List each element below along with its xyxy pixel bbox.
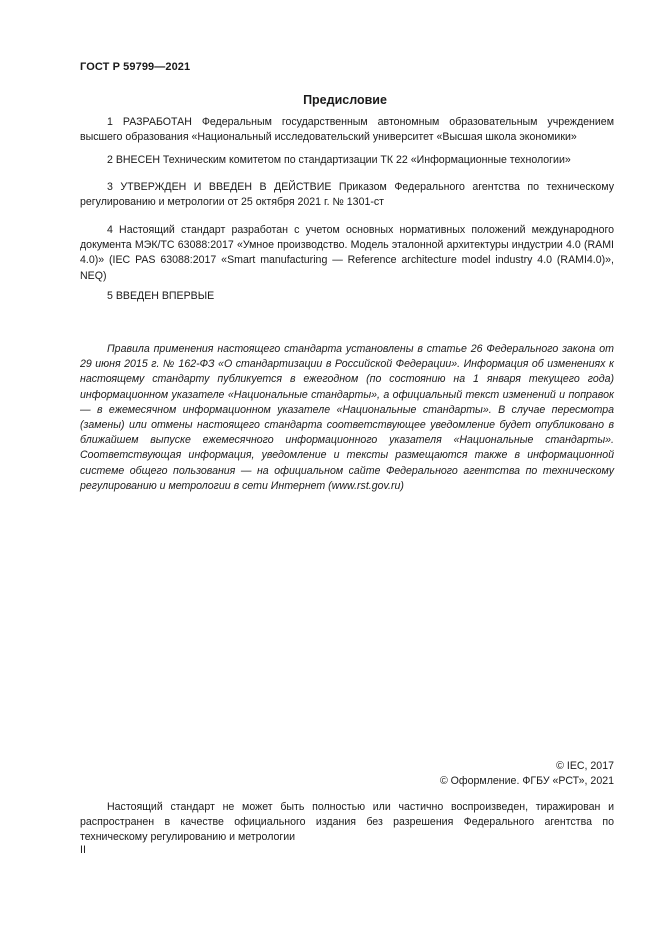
copyright-block [440,759,614,789]
reproduction-notice-text: Настоящий стандарт не может быть полностью или частично воспроизведен, тиражирован и распространен в качестве официального издания без разрешения Федерального агентства по техническому регулированию и метрологии [80,801,614,844]
rules-note [80,342,614,494]
foreword-item-3-text: 3 УТВЕРЖДЕН И ВВЕДЕН В ДЕЙСТВИЕ Приказом Федерального агентства по техническому регулированию и метрологии от 25 октября 2021 г. № 1301-ст [80,181,614,209]
page-title: Предисловие [303,93,387,107]
standard-code: ГОСТ Р 59799—2021 [80,61,191,73]
reproduction-notice [80,800,614,846]
rules-note-text: Правила применения настоящего стандарта установлены в статье 26 Федерального закона от 29 июня 2015 г. № 162-ФЗ «О стандартизации в Российской Федерации». Информация об изменениях к настоящему стандарту публикуется в ежегодном (по состоянию на 1 января текущего года) информационном указателе «Национальные стандарты», а официальный текст изменений и поправок — в ежемесячном информационном указателе «Национальные стандарты». В случае пересмотра (замены) или отмены настоящего стандарта соответствующее уведомление будет опубликовано в ближайшем выпуске ежемесячного информационного указателя «Национальные стандарты». Соответствующая информация, уведомление и тексты размещаются также в информационной системе общего пользования — на официальном сайте Федерального агентства по техническому регулированию и метрологии в сети Интернет (www.rst.gov.ru) [80,343,614,492]
foreword-item-4-text: 4 Настоящий стандарт разработан с учетом основных нормативных положений международного документа МЭК/ТС 63088:2017 «Умное производство. Модель эталонной архитектуры индустрии 4.0 (RAMI 4.0)» (IEC PAS 63088:2017 «Smart manufacturing — Reference architecture model industry 4.0 (RAMI4.0)», NEQ) [80,224,614,282]
foreword-item-1 [80,115,614,145]
foreword-item-2-text: 2 ВНЕСЕН Техническим комитетом по стандартизации ТК 22 «Информационные технологии» [107,154,571,166]
foreword-item-1-text: 1 РАЗРАБОТАН Федеральным государственным автономным образовательным учреждением высшего образования «Национальный исследовательский университет «Высшая школа экономики» [80,116,614,144]
foreword-item-4 [80,223,614,284]
foreword-item-5-text: 5 ВВЕДЕН ВПЕРВЫЕ [107,290,215,302]
page-number: II [80,844,86,856]
copyright-design: © Оформление. ФГБУ «РСТ», 2021 [439,775,614,788]
foreword-item-5 [80,289,614,304]
foreword-item-3 [80,180,614,210]
copyright-iec: © IEC, 2017 [556,760,614,772]
foreword-item-2 [80,153,614,168]
